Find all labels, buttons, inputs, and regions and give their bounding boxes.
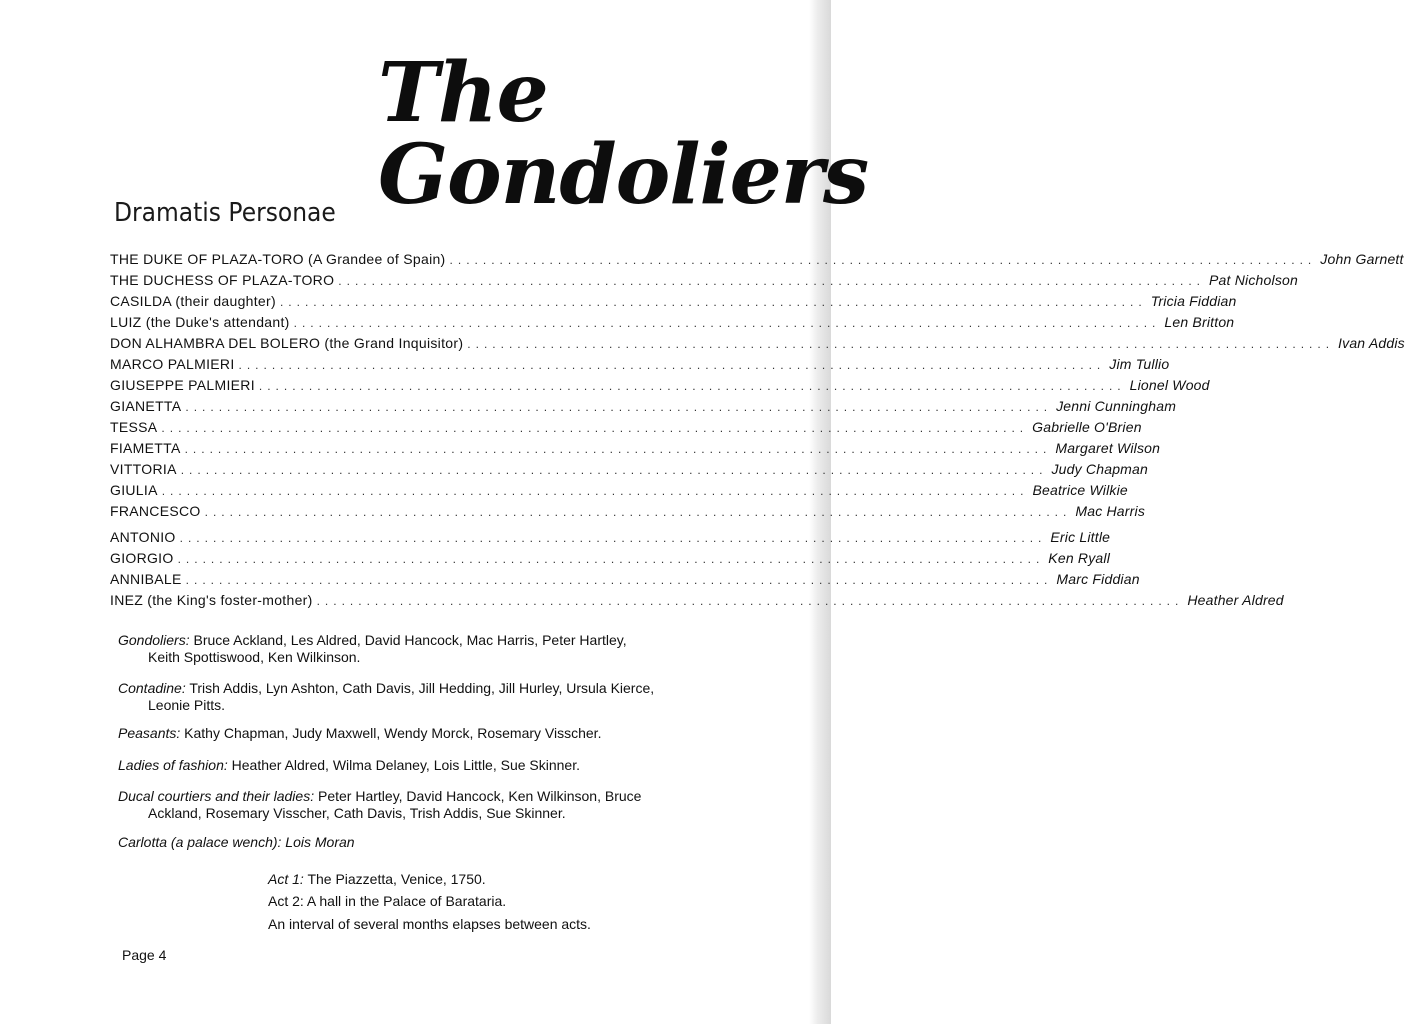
chorus-gondoliers	[118, 632, 748, 666]
chorus-label: Ladies of fashion:	[118, 757, 228, 773]
cast-actor: Ken Ryall	[1048, 550, 1111, 566]
dot-leader: ........................................................................................................	[161, 421, 1029, 435]
cast-role: DON ALHAMBRA DEL BOLERO (the Grand Inquisitor)	[110, 335, 464, 351]
cast-row	[110, 270, 1298, 290]
chorus-names: Peter Hartley, David Hancock, Ken Wilkinson, Bruce	[318, 788, 642, 804]
dot-leader: ........................................................................................................	[185, 400, 1053, 414]
cast-actor: Marc Fiddian	[1056, 571, 1140, 587]
cast-actor: Judy Chapman	[1051, 461, 1149, 477]
cast-actor: Heather Aldred	[1187, 592, 1284, 608]
chorus-label: Gondoliers:	[118, 632, 190, 648]
cast-actor: Pat Nicholson	[1209, 272, 1298, 288]
cast-actor: John Garnett	[1320, 251, 1404, 267]
dot-leader: ........................................................................................................	[161, 484, 1029, 498]
dot-leader: ........................................................................................................	[316, 594, 1184, 608]
cast-row	[110, 569, 1140, 589]
cast-actor: Gabrielle O'Brien	[1032, 419, 1142, 435]
cast-actor: Jim Tullio	[1109, 356, 1170, 372]
cast-role: GIORGIO	[110, 550, 174, 566]
cast-actor: Eric Little	[1050, 529, 1111, 545]
act-1-label: Act 1:	[268, 871, 304, 887]
cast-role: GIUSEPPE PALMIERI	[110, 377, 255, 393]
cast-row	[110, 438, 1161, 458]
cast-row	[110, 501, 1146, 521]
cast-row	[110, 527, 1111, 547]
cast-row	[110, 417, 1142, 437]
dot-leader: ........................................................................................................	[179, 531, 1047, 545]
cast-row	[110, 375, 1210, 395]
cast-role: VITTORIA	[110, 461, 177, 477]
cast-actor: Mac Harris	[1075, 503, 1146, 519]
cast-row	[110, 396, 1177, 416]
dot-leader: ........................................................................................................	[449, 253, 1317, 267]
cast-role: GIULIA	[110, 482, 158, 498]
cast-row	[110, 480, 1128, 500]
cast-row	[110, 590, 1284, 610]
chorus-label: Contadine:	[118, 680, 186, 696]
act-1-line	[268, 868, 486, 890]
dot-leader: ........................................................................................................	[180, 463, 1048, 477]
chorus-names-continued: Leonie Pitts.	[148, 697, 226, 713]
cast-actor: Lionel Wood	[1129, 377, 1210, 393]
act-2-line: Act 2: A hall in the Palace of Barataria.	[268, 893, 507, 909]
cast-row	[110, 459, 1149, 479]
cast-actor: Beatrice Wilkie	[1032, 482, 1128, 498]
cast-role: MARCO PALMIERI	[110, 356, 235, 372]
cast-role: FRANCESCO	[110, 503, 201, 519]
cast-role: CASILDA (their daughter)	[110, 293, 276, 309]
cast-role: THE DUKE OF PLAZA-TORO (A Grandee of Spain)	[110, 251, 446, 267]
dot-leader: ........................................................................................................	[238, 358, 1106, 372]
dot-leader: ........................................................................................................	[204, 505, 1072, 519]
cast-actor: Margaret Wilson	[1055, 440, 1161, 456]
chorus-names: Trish Addis, Lyn Ashton, Cath Davis, Jill Hedding, Jill Hurley, Ursula Kierce,	[189, 680, 655, 696]
chorus-names: Kathy Chapman, Judy Maxwell, Wendy Morck, Rosemary Visscher.	[184, 725, 602, 741]
cast-role: THE DUCHESS OF PLAZA-TORO	[110, 272, 335, 288]
cast-actor: Tricia Fiddian	[1150, 293, 1237, 309]
page-number: Page 4	[122, 947, 167, 963]
interval-note: An interval of several months elapses between acts.	[268, 916, 591, 932]
cast-actor: Len Britton	[1164, 314, 1235, 330]
cast-role: GIANETTA	[110, 398, 182, 414]
dot-leader: ........................................................................................................	[467, 337, 1335, 351]
chorus-ducal-courtiers	[118, 788, 748, 822]
cast-row	[110, 291, 1237, 311]
chorus-ladies-of-fashion	[118, 757, 748, 774]
chorus-contadine	[118, 680, 748, 714]
chorus-names: Bruce Ackland, Les Aldred, David Hancock, Mac Harris, Peter Hartley,	[193, 632, 627, 648]
cast-row	[110, 548, 1111, 568]
cast-actor: Ivan Addis	[1338, 335, 1405, 351]
dot-leader: ........................................................................................................	[184, 442, 1052, 456]
chorus-names: Heather Aldred, Wilma Delaney, Lois Little, Sue Skinner.	[231, 757, 580, 773]
cast-role: FIAMETTA	[110, 440, 181, 456]
cast-row	[110, 354, 1170, 374]
cast-role: INEZ (the King's foster-mother)	[110, 592, 313, 608]
cast-row	[110, 249, 1404, 269]
cast-role: ANNIBALE	[110, 571, 182, 587]
chorus-peasants	[118, 725, 748, 742]
cast-role: TESSA	[110, 419, 158, 435]
cast-role: ANTONIO	[110, 529, 176, 545]
act-1-setting: The Piazzetta, Venice, 1750.	[307, 871, 486, 887]
dot-leader: ........................................................................................................	[293, 316, 1161, 330]
chorus-label: Ducal courtiers and their ladies:	[118, 788, 315, 804]
dot-leader: ........................................................................................................	[338, 274, 1206, 288]
dot-leader: ........................................................................................................	[279, 295, 1147, 309]
chorus-names-continued: Keith Spottiswood, Ken Wilkinson.	[148, 649, 361, 665]
cast-role: LUIZ (the Duke's attendant)	[110, 314, 290, 330]
cast-actor: Jenni Cunningham	[1056, 398, 1177, 414]
cast-row	[110, 312, 1235, 332]
section-heading: Dramatis Personae	[114, 198, 336, 228]
dot-leader: ........................................................................................................	[177, 552, 1045, 566]
chorus-names-continued: Ackland, Rosemary Visscher, Cath Davis, Trish Addis, Sue Skinner.	[148, 805, 566, 821]
dot-leader: ........................................................................................................	[185, 573, 1053, 587]
page-title: The Gondoliers	[378, 45, 869, 223]
dot-leader: ........................................................................................................	[258, 379, 1126, 393]
carlotta-line: Carlotta (a palace wench): Lois Moran	[118, 834, 355, 850]
cast-row	[110, 333, 1405, 353]
chorus-label: Peasants:	[118, 725, 181, 741]
